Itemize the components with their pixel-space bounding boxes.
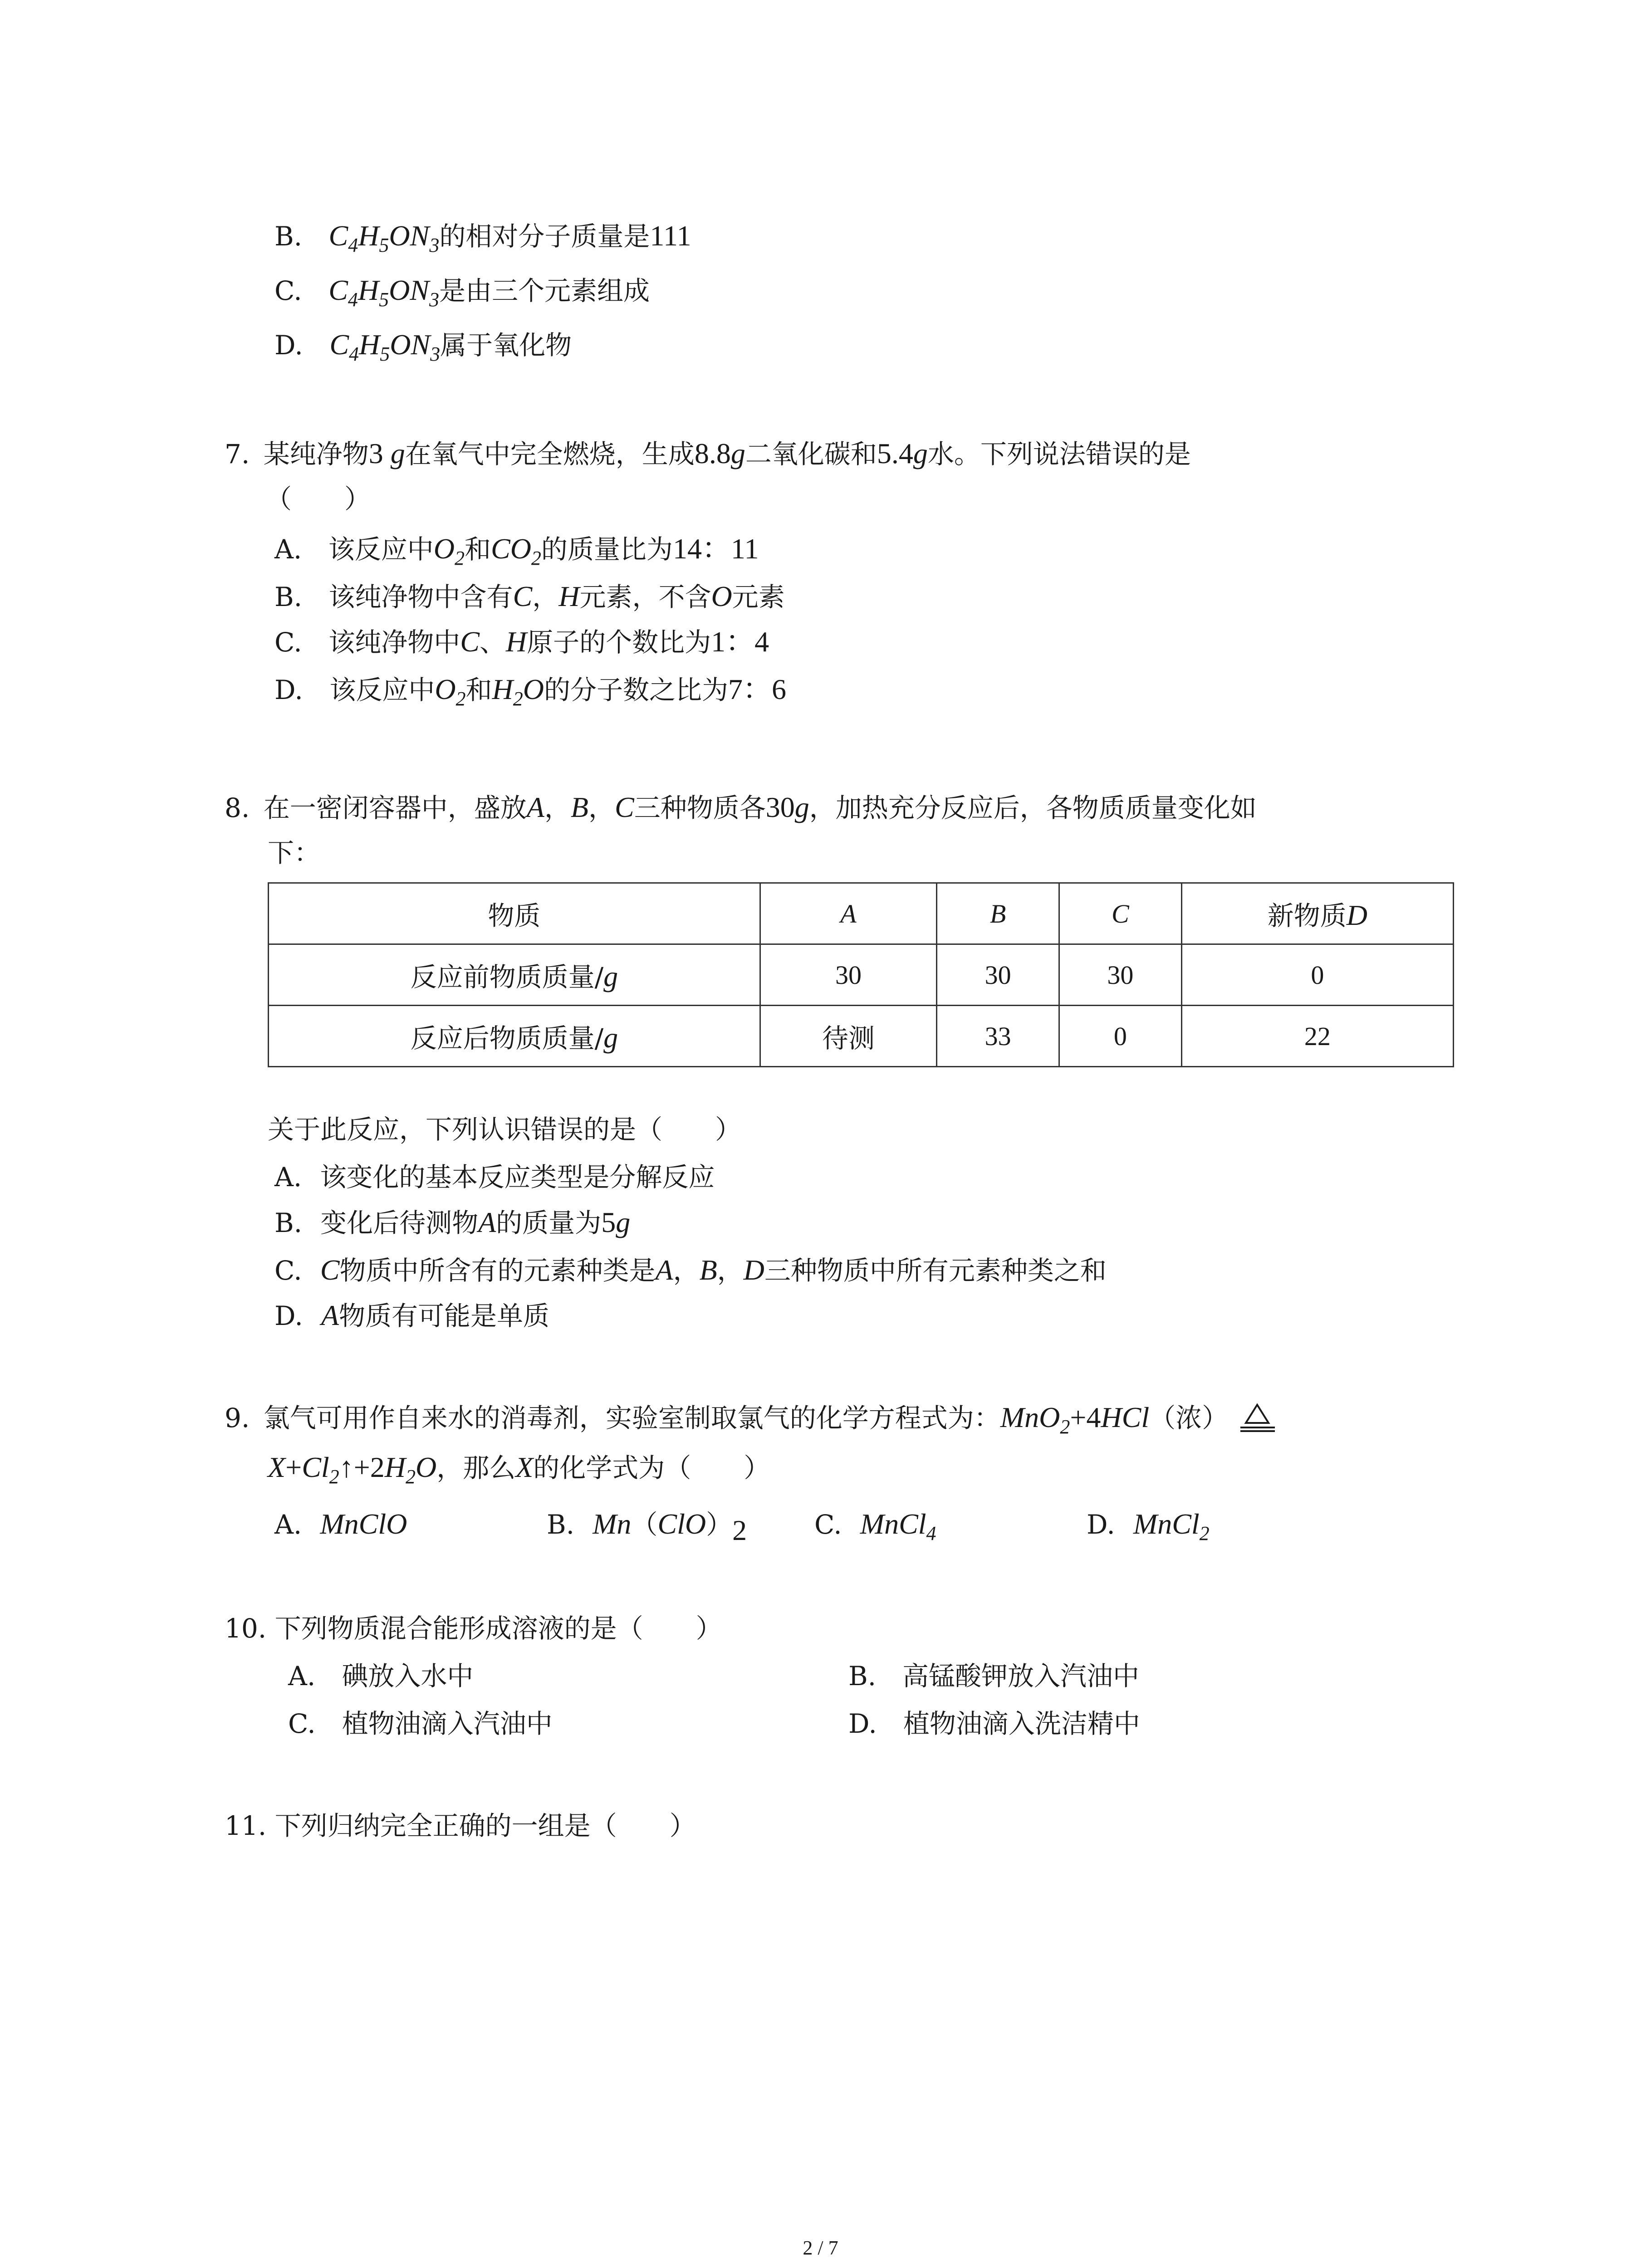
q9-option-c[interactable]: C. MnCl$_4$	[814, 1508, 936, 1545]
q7-option-d[interactable]: D. 该反应中$O_2$和$H_2O$的分子数之比为7：6	[274, 673, 787, 710]
q10-option-a[interactable]: A. 碘放入水中	[288, 1661, 474, 1691]
q9-option-d[interactable]: D. MnCl$_2$	[1087, 1508, 1210, 1545]
page-number: 2 / 7	[803, 2237, 838, 2259]
table-row: 反应后物质质量/g 待测 33 0 22	[269, 1006, 1454, 1067]
q10-option-d[interactable]: D. 植物油滴入洗洁精中	[848, 1708, 1140, 1739]
q8-option-a[interactable]: A. 该变化的基本反应类型是分解反应	[274, 1162, 715, 1193]
q6-option-c[interactable]: C. $C_4H_5ON_3$是由三个元素组成	[274, 274, 650, 311]
q7-option-b[interactable]: B. 该纯净物中含有C，H元素，不含O元素	[274, 580, 785, 612]
q8-option-c[interactable]: C. C物质中所含有的元素种类是A，B，D三种物质中所有元素种类之和	[274, 1254, 1107, 1286]
heat-triangle-icon	[1237, 1399, 1278, 1436]
option-letter: B.	[274, 221, 303, 252]
q8-stem: 8. 在一密闭容器中，盛放A，B，C三种物质各30g，加热充分反应后，各物质质量变化如	[225, 791, 1257, 823]
q10-option-c[interactable]: C. 植物油滴入汽油中	[288, 1708, 553, 1739]
q9-option-b[interactable]: B. $Mn(ClO)_2$	[547, 1508, 747, 1546]
q7-stem: 7. 某纯净物3 g在氧气中完全燃烧，生成8.8g二氧化碳和5.4g水。下列说法错误的是	[225, 437, 1191, 469]
q11-stem: 11. 下列归纳完全正确的一组是（ ）	[225, 1810, 696, 1841]
option-text: 属于氧化物	[440, 330, 572, 361]
q9-stem-cont: $X+Cl_2↑+2H_2O$，那么X的化学式为（ ）	[268, 1451, 770, 1488]
table-row: 反应前物质质量/g 30 30 30 0	[269, 944, 1454, 1006]
q9-option-a[interactable]: A. MnClO	[274, 1508, 407, 1540]
table-row: 物质 A B C 新物质D	[269, 883, 1454, 944]
q8-option-b[interactable]: B. 变化后待测物A的质量为5g	[274, 1206, 631, 1238]
q8-mass-table	[268, 882, 1454, 1067]
q8-option-d[interactable]: D. A物质有可能是单质	[274, 1299, 549, 1331]
q7-answer-paren: （ ）	[265, 484, 371, 514]
q10-option-b[interactable]: B. 高锰酸钾放入汽油中	[848, 1661, 1140, 1691]
option-text: 是由三个元素组成	[439, 275, 650, 306]
q9-stem: 9. 氯气可用作自来水的消毒剂，实验室制取氯气的化学方程式为：MnO$_2$+4HCl（浓）	[225, 1399, 1278, 1436]
q8-question: 关于此反应，下列认识错误的是（ ）	[268, 1114, 742, 1145]
q8-stem-cont: 下：	[268, 837, 321, 868]
q7-option-c[interactable]: C. 该纯净物中C、H原子的个数比为1：4	[274, 626, 769, 658]
option-text: 的相对分子质量是	[439, 221, 650, 252]
q10-stem: 10. 下列物质混合能形成溶液的是（ ）	[225, 1613, 722, 1644]
q6-option-d[interactable]: D. $C_4H_5ON_3$属于氧化物	[274, 328, 572, 365]
q6-option-b[interactable]: B. $C_4H_5ON_3$的相对分子质量是111	[274, 220, 691, 256]
q7-option-a[interactable]: A. 该反应中$O_2$和$CO_2$的质量比为14：11	[274, 533, 759, 569]
